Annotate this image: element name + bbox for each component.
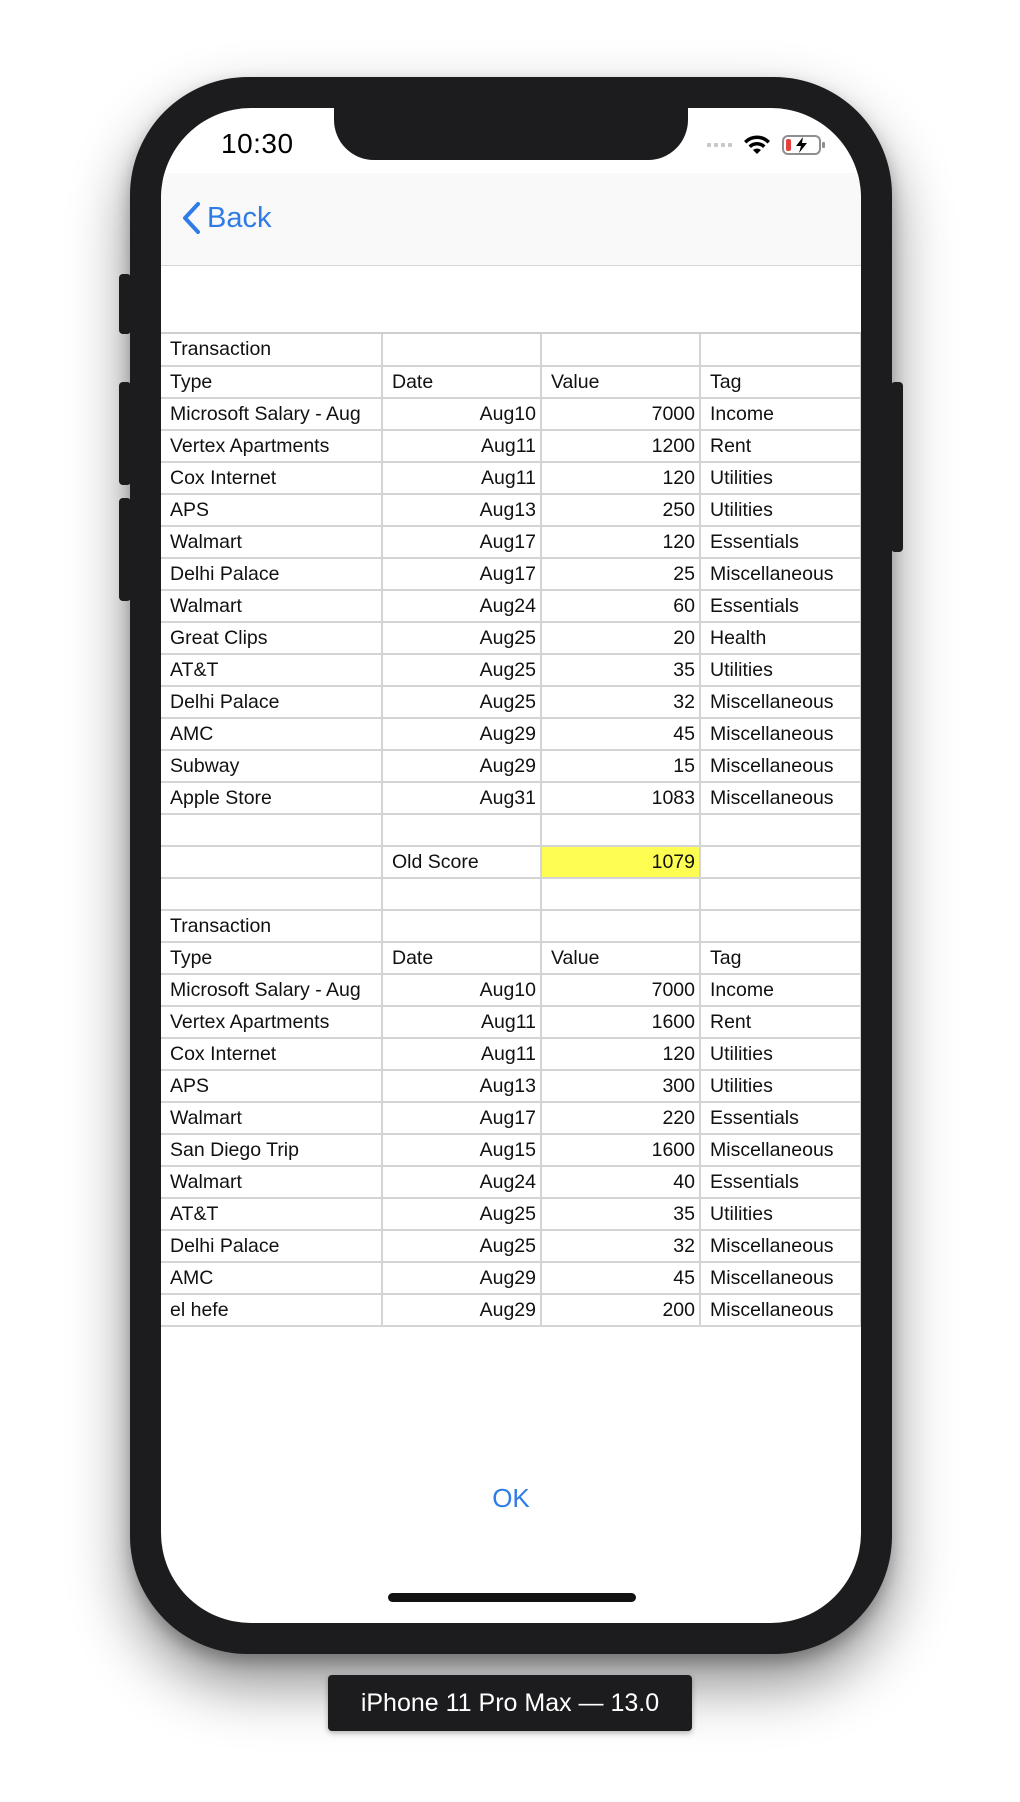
table-cell[interactable]	[161, 846, 382, 878]
table-cell[interactable]: San Diego Trip	[161, 1134, 382, 1166]
table-cell[interactable]: Delhi Palace	[161, 686, 382, 718]
home-indicator[interactable]	[388, 1593, 636, 1602]
status-time: 10:30	[221, 128, 294, 159]
table-cell[interactable]: Vertex Apartments	[161, 1006, 382, 1038]
phone-frame	[130, 77, 892, 1654]
table-row	[161, 1102, 861, 1134]
table-cell[interactable]: Aug17	[382, 526, 541, 558]
table-cell[interactable]: Walmart	[161, 590, 382, 622]
table-cell[interactable]: 15	[541, 750, 700, 782]
table-cell[interactable]: 35	[541, 654, 700, 686]
table-cell[interactable]: Aug13	[382, 494, 541, 526]
table-cell[interactable]	[161, 814, 382, 846]
table-row	[161, 430, 861, 462]
table-cell[interactable]: Tag	[700, 366, 861, 398]
table-cell[interactable]: 200	[541, 1294, 700, 1326]
table-cell[interactable]: Aug29	[382, 718, 541, 750]
table-cell[interactable]: Type	[161, 942, 382, 974]
back-button[interactable]	[181, 201, 271, 235]
transactions-grid	[161, 334, 861, 1327]
table-cell[interactable]: Value	[541, 366, 700, 398]
table-cell[interactable]: 1200	[541, 430, 700, 462]
table-row	[161, 1038, 861, 1070]
table-cell[interactable]: Aug11	[382, 462, 541, 494]
table-cell[interactable]: Tag	[700, 942, 861, 974]
table-cell[interactable]: Aug17	[382, 558, 541, 590]
table-cell[interactable]	[541, 910, 700, 942]
table-cell[interactable]: Vertex Apartments	[161, 430, 382, 462]
table-cell[interactable]	[382, 878, 541, 910]
table-cell[interactable]	[382, 814, 541, 846]
table-cell[interactable]: Apple Store	[161, 782, 382, 814]
table-row	[161, 846, 861, 878]
table-cell[interactable]: Miscellaneous	[700, 782, 861, 814]
table-cell[interactable]	[382, 334, 541, 366]
table-cell[interactable]	[700, 846, 861, 878]
volume-down-button	[119, 498, 131, 601]
battery-charging-icon	[782, 134, 826, 156]
table-cell[interactable]: Delhi Palace	[161, 1230, 382, 1262]
table-cell[interactable]: Utilities	[700, 654, 861, 686]
table-cell[interactable]: Walmart	[161, 526, 382, 558]
table-cell[interactable]: 120	[541, 462, 700, 494]
table-cell[interactable]: AT&T	[161, 654, 382, 686]
table-cell[interactable]	[700, 334, 861, 366]
status-icons	[707, 134, 826, 156]
table-row	[161, 814, 861, 846]
table-cell[interactable]: Essentials	[700, 1166, 861, 1198]
table-cell[interactable]: Aug11	[382, 430, 541, 462]
table-cell[interactable]: Delhi Palace	[161, 558, 382, 590]
table-cell[interactable]: Rent	[700, 1006, 861, 1038]
chevron-left-icon	[181, 201, 201, 235]
table-cell[interactable]: Walmart	[161, 1166, 382, 1198]
table-cell[interactable]: Aug17	[382, 1102, 541, 1134]
table-cell[interactable]: el hefe	[161, 1294, 382, 1326]
table-cell[interactable]: APS	[161, 1070, 382, 1102]
screen	[161, 108, 861, 1623]
table-cell[interactable]: 32	[541, 1230, 700, 1262]
table-cell[interactable]: Miscellaneous	[700, 686, 861, 718]
table-cell[interactable]: Type	[161, 366, 382, 398]
table-cell[interactable]: 250	[541, 494, 700, 526]
table-row	[161, 1166, 861, 1198]
table-cell[interactable]: Aug29	[382, 1262, 541, 1294]
table-cell[interactable]: Great Clips	[161, 622, 382, 654]
table-cell[interactable]: Miscellaneous	[700, 1294, 861, 1326]
table-cell[interactable]: Aug13	[382, 1070, 541, 1102]
table-cell[interactable]: 35	[541, 1198, 700, 1230]
table-cell[interactable]: 7000	[541, 974, 700, 1006]
table-row	[161, 1134, 861, 1166]
ok-button[interactable]: OK	[492, 1483, 530, 1513]
table-cell[interactable]: Aug25	[382, 1230, 541, 1262]
table-cell[interactable]: Income	[700, 398, 861, 430]
cellular-signal-icon	[707, 143, 732, 147]
table-cell[interactable]: Aug10	[382, 974, 541, 1006]
table-cell[interactable]: Aug24	[382, 590, 541, 622]
table-cell[interactable]: Rent	[700, 430, 861, 462]
power-button	[891, 382, 903, 552]
table-cell[interactable]: 220	[541, 1102, 700, 1134]
table-cell[interactable]: Utilities	[700, 462, 861, 494]
back-label: Back	[207, 201, 272, 234]
table-cell[interactable]: Income	[700, 974, 861, 1006]
table-row	[161, 494, 861, 526]
table-row	[161, 558, 861, 590]
table-row	[161, 526, 861, 558]
table-cell[interactable]: Transaction	[161, 334, 382, 366]
table-cell[interactable]	[541, 814, 700, 846]
table-cell[interactable]	[541, 878, 700, 910]
table-row	[161, 334, 861, 366]
notch	[334, 108, 688, 160]
table-cell[interactable]: Miscellaneous	[700, 1134, 861, 1166]
table-cell[interactable]	[161, 878, 382, 910]
table-cell[interactable]: AMC	[161, 718, 382, 750]
table-cell[interactable]: Essentials	[700, 1102, 861, 1134]
silent-switch	[119, 274, 131, 334]
table-cell[interactable]: APS	[161, 494, 382, 526]
table-row	[161, 718, 861, 750]
table-cell[interactable]	[700, 814, 861, 846]
table-cell[interactable]: Date	[382, 942, 541, 974]
table-cell[interactable]: Aug25	[382, 686, 541, 718]
table-cell[interactable]: 1600	[541, 1134, 700, 1166]
table-cell[interactable]	[700, 910, 861, 942]
table-row	[161, 398, 861, 430]
table-cell[interactable]: Aug10	[382, 398, 541, 430]
table-cell[interactable]: Miscellaneous	[700, 1230, 861, 1262]
table-cell[interactable]: Aug24	[382, 1166, 541, 1198]
table-cell[interactable]: 40	[541, 1166, 700, 1198]
table-cell[interactable]: 20	[541, 622, 700, 654]
table-row	[161, 1294, 861, 1326]
table-cell[interactable]: Utilities	[700, 1038, 861, 1070]
spreadsheet-view[interactable]	[161, 332, 861, 1386]
table-cell[interactable]: 60	[541, 590, 700, 622]
table-cell[interactable]: AT&T	[161, 1198, 382, 1230]
table-cell[interactable]: Essentials	[700, 590, 861, 622]
table-cell[interactable]: Transaction	[161, 910, 382, 942]
table-cell[interactable]: Miscellaneous	[700, 718, 861, 750]
table-row	[161, 782, 861, 814]
volume-up-button	[119, 382, 131, 485]
table-cell[interactable]: Aug29	[382, 750, 541, 782]
table-cell[interactable]: 7000	[541, 398, 700, 430]
table-cell[interactable]: Cox Internet	[161, 1038, 382, 1070]
table-cell[interactable]: 1079	[541, 846, 700, 878]
table-row	[161, 1198, 861, 1230]
table-row	[161, 1006, 861, 1038]
wifi-icon	[742, 134, 772, 156]
table-cell[interactable]: AMC	[161, 1262, 382, 1294]
table-cell[interactable]: Essentials	[700, 526, 861, 558]
table-cell[interactable]: Miscellaneous	[700, 750, 861, 782]
table-row	[161, 1262, 861, 1294]
table-cell[interactable]: Old Score	[382, 846, 541, 878]
table-cell[interactable]: 1083	[541, 782, 700, 814]
table-row	[161, 366, 861, 398]
table-row	[161, 1070, 861, 1102]
table-cell[interactable]: Microsoft Salary - Aug	[161, 974, 382, 1006]
table-cell[interactable]: 45	[541, 718, 700, 750]
table-row	[161, 686, 861, 718]
table-cell[interactable]: 25	[541, 558, 700, 590]
table-row	[161, 1230, 861, 1262]
table-cell[interactable]: Utilities	[700, 1198, 861, 1230]
table-cell[interactable]: Walmart	[161, 1102, 382, 1134]
table-row	[161, 622, 861, 654]
table-cell[interactable]: Aug29	[382, 1294, 541, 1326]
table-row	[161, 750, 861, 782]
table-cell[interactable]: Utilities	[700, 494, 861, 526]
table-cell[interactable]	[382, 910, 541, 942]
table-cell[interactable]: Health	[700, 622, 861, 654]
table-cell[interactable]	[700, 878, 861, 910]
table-cell[interactable]: Date	[382, 366, 541, 398]
table-cell[interactable]: 120	[541, 526, 700, 558]
table-cell[interactable]: Aug25	[382, 1198, 541, 1230]
table-row	[161, 654, 861, 686]
table-cell[interactable]: Miscellaneous	[700, 1262, 861, 1294]
table-cell[interactable]: Aug25	[382, 654, 541, 686]
table-cell[interactable]: 32	[541, 686, 700, 718]
table-row	[161, 910, 861, 942]
table-cell[interactable]: Microsoft Salary - Aug	[161, 398, 382, 430]
navigation-bar	[161, 173, 861, 266]
table-row	[161, 942, 861, 974]
table-cell[interactable]: Aug11	[382, 1038, 541, 1070]
table-cell[interactable]: Aug11	[382, 1006, 541, 1038]
table-cell[interactable]: Aug31	[382, 782, 541, 814]
table-cell[interactable]: 1600	[541, 1006, 700, 1038]
table-row	[161, 974, 861, 1006]
table-row	[161, 878, 861, 910]
table-cell[interactable]: Value	[541, 942, 700, 974]
table-cell[interactable]: Aug25	[382, 622, 541, 654]
table-cell[interactable]: 120	[541, 1038, 700, 1070]
table-cell[interactable]: 300	[541, 1070, 700, 1102]
table-cell[interactable]: Miscellaneous	[700, 558, 861, 590]
device-label: iPhone 11 Pro Max — 13.0	[328, 1675, 692, 1731]
table-cell[interactable]: Cox Internet	[161, 462, 382, 494]
table-cell[interactable]: Subway	[161, 750, 382, 782]
table-cell[interactable]: Utilities	[700, 1070, 861, 1102]
table-row	[161, 462, 861, 494]
table-cell[interactable]: Aug15	[382, 1134, 541, 1166]
table-row	[161, 590, 861, 622]
table-cell[interactable]: 45	[541, 1262, 700, 1294]
table-cell[interactable]	[541, 334, 700, 366]
